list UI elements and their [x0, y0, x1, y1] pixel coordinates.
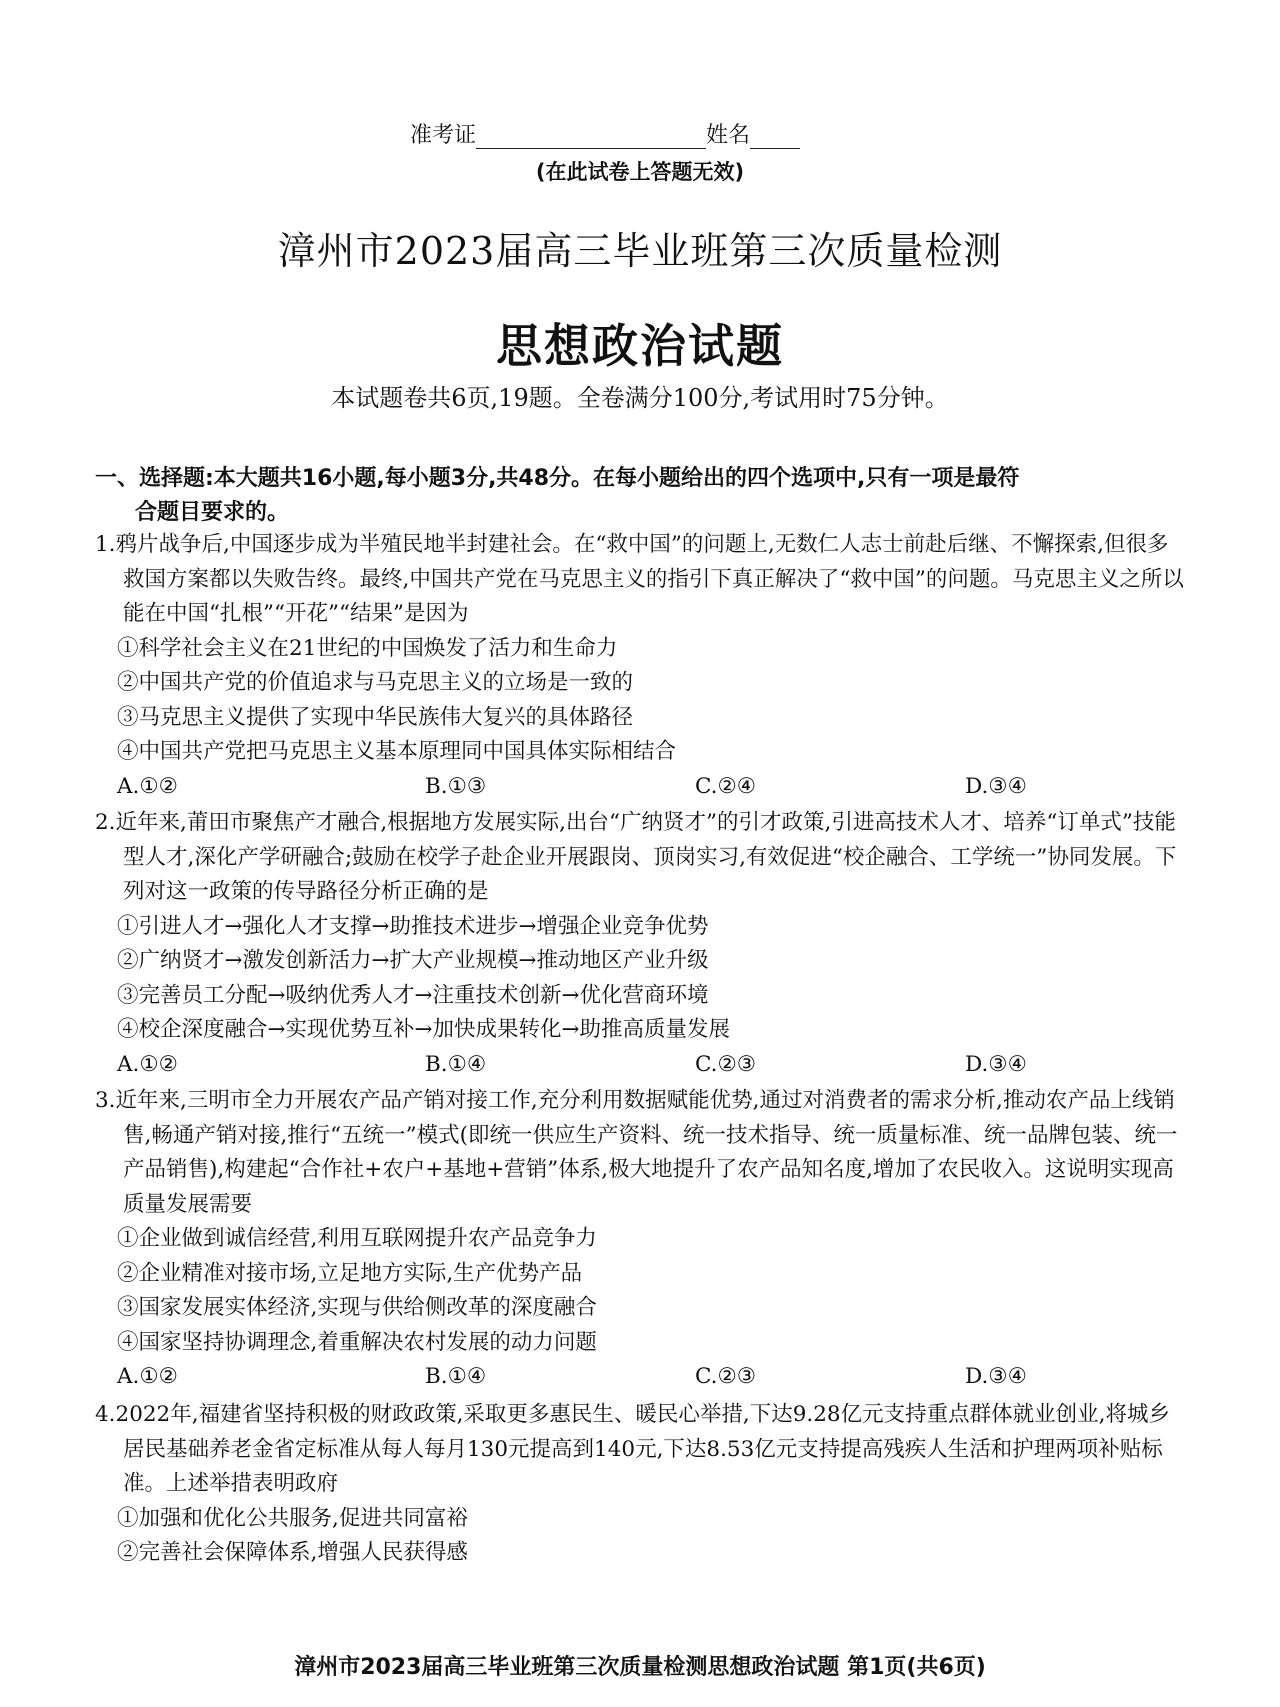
choice-b: B.①④ [425, 1364, 487, 1389]
ticket-number-label: 准考证 [410, 123, 477, 148]
choice-a: A.①② [117, 773, 178, 799]
invalid-answer-notice: (在此试卷上答题无效) [535, 160, 745, 184]
answer-choices [95, 1360, 1185, 1394]
statement-option: ④中国共产党把马克思主义基本原理同中国具体实际相结合 [117, 739, 677, 764]
question-stem: 4.2022年,福建省坚持积极的财政政策,采取更多惠民生、暖民心举措,下达9.28亿元支持重点群体就业创业,将城乡居民基础养老金省定标准从每人每月130元提高到140元,下达8.53亿元支持提高残疾人生活和护理两项补贴标准。上述举措表明政府 [95, 1402, 1170, 1496]
statement-option: ④国家坚持协调理念,着重解决农村发展的动力问题 [117, 1329, 597, 1355]
subject-title: 思想政治试题 [496, 319, 784, 373]
choice-a: A.①② [117, 1051, 178, 1077]
exam-title: 漳州市2023届高三毕业班第三次质量检测 [277, 229, 1003, 273]
statement-option: ④校企深度融合→实现优势互补→加快成果转化→助推高质量发展 [117, 1017, 731, 1042]
question-stem: 3.近年来,三明市全力开展农产品产销对接工作,充分利用数据赋能优势,通过对消费者的需求分析,推动农产品上线销售,畅通产销对接,推行“五统一”模式(即统一供应生产资料、统一技术指导、统一质量标准、统一品牌包装、统一产品销售),构建起“合作社+农户+基地+营销”体系,极大地提升了农产品知名度,增加了农民收入。这说明实现高质量发展需要 [95, 1088, 1178, 1217]
statement-option: ②完善社会保障体系,增强人民获得感 [117, 1540, 468, 1565]
page-footer: 漳州市2023届高三毕业班第三次质量检测思想政治试题 第1页(共6页) [294, 1655, 986, 1680]
question-4 [95, 1398, 1185, 1571]
answer-choices [95, 770, 1185, 804]
choice-a: A.①② [117, 1364, 178, 1389]
statement-option: ③完善员工分配→吸纳优秀人才→注重技术创新→优化营商环境 [117, 982, 709, 1008]
statement-option: ③国家发展实体经济,实现与供给侧改革的深度融合 [117, 1295, 597, 1320]
section-heading-line2: 合题目要求的。 [135, 500, 290, 525]
statement-option: ②中国共产党的价值追求与马克思主义的立场是一致的 [117, 670, 634, 695]
ticket-number-blank [476, 128, 706, 149]
question-stem: 2.近年来,莆田市聚焦产才融合,根据地方发展实际,出台“广纳贤才”的引才政策,引进高技术人才、培养“订单式”技能型人才,深化产学研融合;鼓励在校学子赴企业开展跟岗、顶岗实习,有效促进“校企融合、工学统一”协同发展。下列对这一政策的传导路径分析正确的是 [95, 810, 1177, 904]
section-heading [95, 462, 1185, 530]
statement-option: ③马克思主义提供了实现中华民族伟大复兴的具体路径 [117, 704, 634, 730]
answer-choices [95, 1048, 1185, 1082]
choice-b: B.①③ [425, 773, 487, 799]
statement-option: ①科学社会主义在21世纪的中国焕发了活力和生命力 [117, 635, 618, 661]
choice-c: C.②④ [695, 773, 757, 799]
statement-option: ①引进人才→强化人才支撑→助推技术进步→增强企业竞争优势 [117, 913, 709, 939]
exam-info: 本试题卷共6页,19题。全卷满分100分,考试用时75分钟。 [331, 384, 949, 412]
statement-option: ①加强和优化公共服务,促进共同富裕 [117, 1505, 468, 1531]
candidate-info-line [410, 118, 850, 149]
statement-option: ②企业精准对接市场,立足地方实际,生产优势产品 [117, 1260, 583, 1286]
statement-option: ②广纳贤才→激发创新活力→扩大产业规模→推动地区产业升级 [117, 948, 709, 973]
choice-d: D.③④ [965, 1364, 1027, 1389]
choice-c: C.②③ [695, 1051, 757, 1077]
name-blank [750, 128, 800, 149]
choice-c: C.②③ [695, 1364, 757, 1389]
choice-d: D.③④ [965, 773, 1027, 799]
question-2 [95, 806, 1185, 1082]
choice-d: D.③④ [965, 1051, 1027, 1077]
question-3 [95, 1084, 1185, 1394]
question-stem: 1.鸦片战争后,中国逐步成为半殖民地半封建社会。在“救中国”的问题上,无数仁人志士前赴后继、不懈探索,但很多救国方案都以失败告终。最终,中国共产党在马克思主义的指引下真正解决了“救中国”的问题。马克思主义之所以能在中国“扎根”“开花”“结果”是因为 [95, 532, 1184, 626]
question-1 [95, 528, 1185, 804]
name-label: 姓名 [706, 123, 751, 148]
statement-option: ①企业做到诚信经营,利用互联网提升农产品竞争力 [117, 1226, 597, 1251]
choice-b: B.①④ [425, 1051, 487, 1077]
section-heading-line1: 一、选择题:本大题共16小题,每小题3分,共48分。在每小题给出的四个选项中,只有一项是最符 [95, 466, 1020, 491]
